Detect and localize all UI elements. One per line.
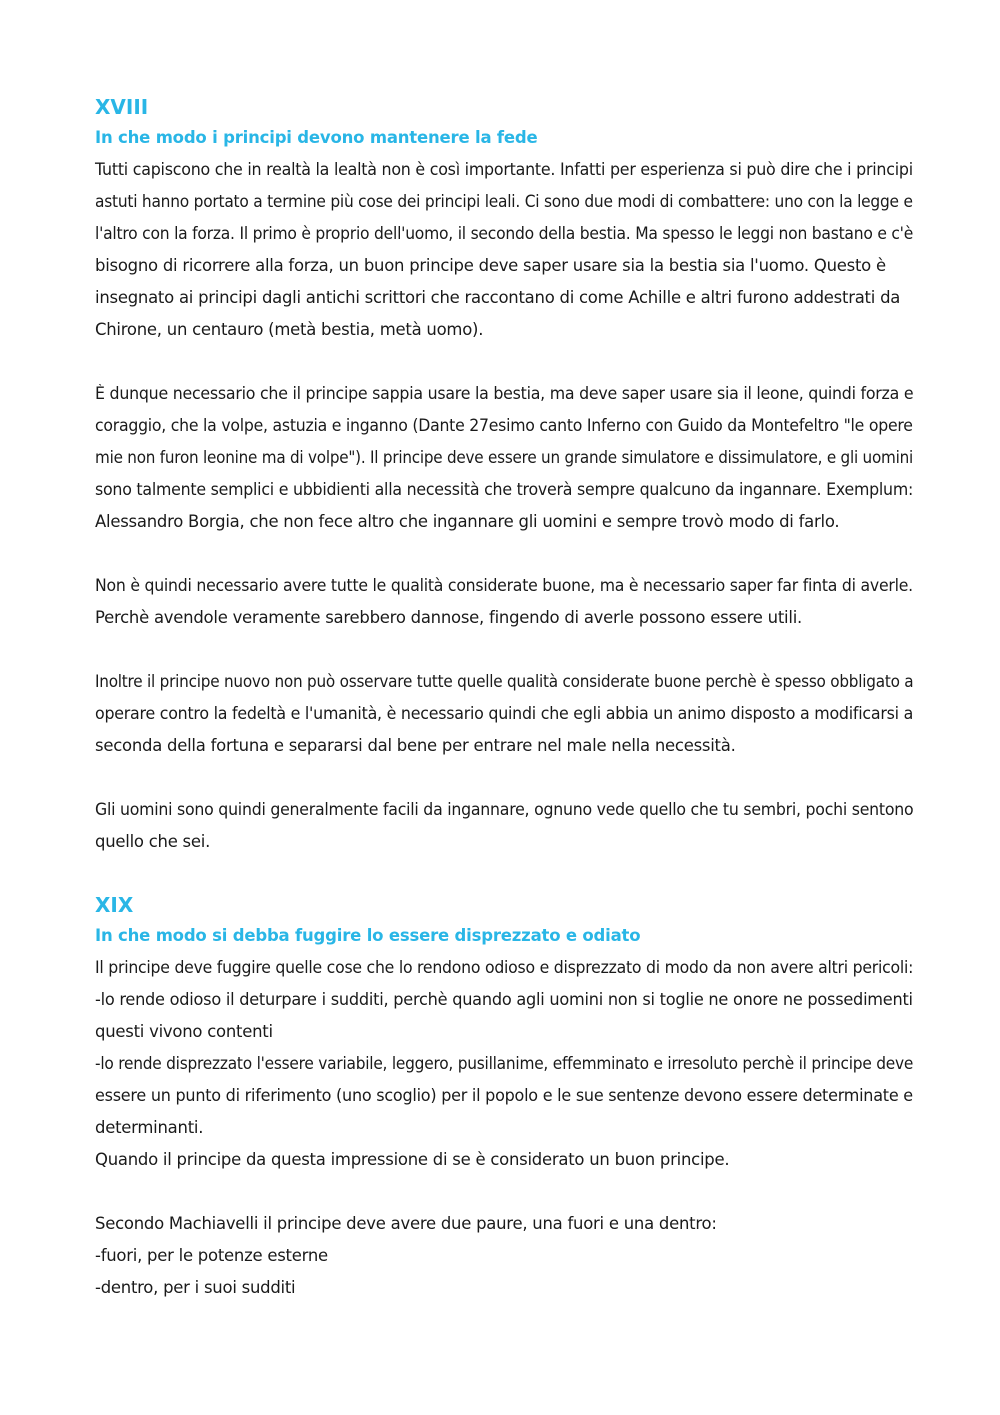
paragraph-gap <box>95 634 915 666</box>
paragraph <box>95 794 915 858</box>
text-line: -lo rende odioso il deturpare i sudditi, perchè quando agli uomini non si toglie ne onore ne possedimenti <box>95 990 913 1009</box>
paragraph-gap <box>95 346 915 378</box>
paragraph-gap <box>95 1176 915 1208</box>
section-xix <box>95 890 915 1304</box>
text-line: -fuori, per le potenze esterne <box>95 1246 328 1265</box>
document-page <box>95 92 915 1304</box>
chapter-number: XVIII <box>95 95 149 119</box>
text-line: Secondo Machiavelli il principe deve avere due paure, una fuori e una dentro: <box>95 1214 717 1233</box>
text-line: operare contro la fedeltà e l'umanità, è necessario quindi che egli abbia un animo disposto a modificarsi a <box>95 704 914 723</box>
text-line: -lo rende disprezzato l'essere variabile, leggero, pusillanime, effemminato e irresoluto perchè il principe deve <box>95 1054 914 1073</box>
text-line: coraggio, che la volpe, astuzia e inganno (Dante 27esimo canto Inferno con Guido da Montefeltro "le opere <box>95 416 913 435</box>
text-line: Non è quindi necessario avere tutte le qualità considerate buone, ma è necessario saper far finta di averle. <box>95 576 913 595</box>
text-line: insegnato ai principi dagli antichi scrittori che raccontano di come Achille e altri furono addestrati da <box>95 288 901 307</box>
paragraph <box>95 378 915 538</box>
chapter-title: In che modo i principi devono mantenere la fede <box>95 128 538 147</box>
section-gap <box>95 858 915 890</box>
text-line: sono talmente semplici e ubbidienti alla necessità che troverà sempre qualcuno da ingannare. Exemplum: <box>95 480 914 499</box>
text-line: l'altro con la forza. Il primo è proprio dell'uomo, il secondo della bestia. Ma spesso le leggi non bastano e c'è <box>95 224 914 243</box>
chapter-title: In che modo si debba fuggire lo essere disprezzato e odiato <box>95 926 641 945</box>
paragraph <box>95 570 915 634</box>
text-line: essere un punto di riferimento (uno scoglio) per il popolo e le sue sentenze devono essere determinate e <box>95 1086 913 1105</box>
paragraph <box>95 154 915 346</box>
text-line: Chirone, un centauro (metà bestia, metà uomo). <box>95 320 484 339</box>
section-xviii <box>95 92 915 858</box>
text-line: questi vivono contenti <box>95 1022 273 1041</box>
text-line: Tutti capiscono che in realtà la lealtà non è così importante. Infatti per esperienza si può dire che i principi <box>95 160 913 179</box>
text-line: Il principe deve fuggire quelle cose che lo rendono odioso e disprezzato di modo da non avere altri pericoli: <box>95 958 914 977</box>
text-line: seconda della fortuna e separarsi dal bene per entrare nel male nella necessità. <box>95 736 736 755</box>
paragraph <box>95 952 915 1176</box>
text-line: Inoltre il principe nuovo non può osservare tutte quelle qualità considerate buone perchè è spesso obbligato a <box>95 672 914 691</box>
text-line: mie non furon leonine ma di volpe"). Il principe deve essere un grande simulatore e dissimulatore, e gli uomini <box>95 448 913 467</box>
chapter-number: XIX <box>95 893 134 917</box>
text-line: quello che sei. <box>95 832 211 851</box>
text-line: Perchè avendole veramente sarebbero dannose, fingendo di averle possono essere utili. <box>95 608 803 627</box>
text-line: Alessandro Borgia, che non fece altro che ingannare gli uomini e sempre trovò modo di farlo. <box>95 512 840 531</box>
text-line: -dentro, per i suoi sudditi <box>95 1278 296 1297</box>
text-line: Quando il principe da questa impressione di se è considerato un buon principe. <box>95 1150 730 1169</box>
text-line: È dunque necessario che il principe sappia usare la bestia, ma deve saper usare sia il leone, quindi forza e <box>95 384 914 403</box>
paragraph-gap <box>95 538 915 570</box>
paragraph <box>95 666 915 762</box>
text-line: astuti hanno portato a termine più cose dei principi leali. Ci sono due modi di combattere: uno con la legge e <box>95 192 913 211</box>
paragraph-gap <box>95 762 915 794</box>
text-line: bisogno di ricorrere alla forza, un buon principe deve saper usare sia la bestia sia l'uomo. Questo è <box>95 256 886 275</box>
text-line: determinanti. <box>95 1118 204 1137</box>
text-line: Gli uomini sono quindi generalmente facili da ingannare, ognuno vede quello che tu sembri, pochi sentono <box>95 800 914 819</box>
paragraph <box>95 1208 915 1304</box>
